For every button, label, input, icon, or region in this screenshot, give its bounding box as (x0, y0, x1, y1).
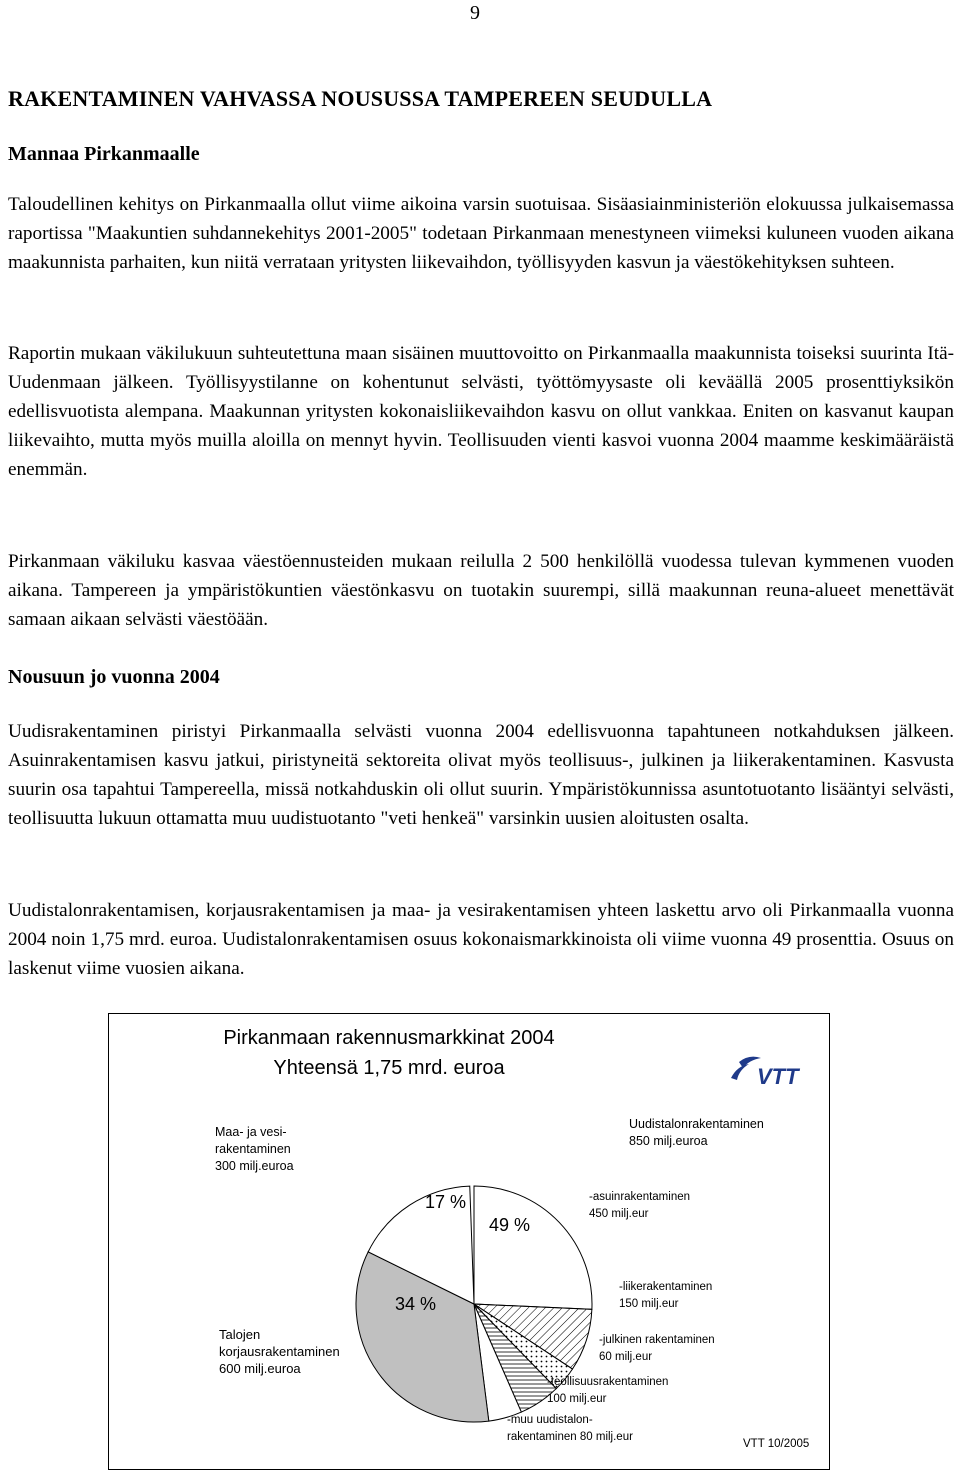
paragraph-2: Raportin mukaan väkilukuun suhteutettuna maan sisäinen muuttovoitto on Pirkanmaalla maakunnista toiseksi suurinta Itä-Uudenmaan jälkeen. Työllisyystilanne on kohentunut selvästi, työttömyysaste oli keväällä 2005 prosenttiyksikön edellisvuotista alempana. Maakunnan yritysten kokonaisliikevaihdon kasvu on ollut vankkaa. Eniten on kasvanut kaupan liikevaihto, mutta myös muilla aloilla on mennyt hyvin. Teollisuuden vienti kasvoi vuonna 2004 maamme keskimääräistä enemmän. (8, 343, 954, 480)
label-uudistalo: Uudistalonrakentaminen 850 milj.euroa (629, 1117, 764, 1148)
chart-title: Pirkanmaan rakennusmarkkinat 2004 (223, 1027, 555, 1049)
main-heading: RAKENTAMINEN VAHVASSA NOUSUSSA TAMPEREEN SEUDULLA (8, 86, 713, 111)
label-muu: -muu uudistalon- rakentaminen 80 milj.eur (507, 1414, 633, 1443)
paragraph-1: Taloudellinen kehitys on Pirkanmaalla ollut viime aikoina varsin suotuisaa. Sisäasiainministeriön elokuussa julkaisemassa raportissa "Maakuntien suhdannekehitys 2001-2005" todetaan Pirkanmaan menestyneen viimeksi kuluneen vuoden aikana maakunnista parhaiten, kun niitä verrataan yritysten liikevaihdon, työllisyyden kasvun ja väestökehityksen suhteen. (8, 194, 954, 273)
label-korjaus: Talojen korjausrakentaminen 600 milj.euroa (219, 1327, 340, 1376)
label-asuin: -asuinrakentaminen 450 milj.eur (589, 1191, 691, 1220)
label-liike: -liikerakentaminen 150 milj.eur (619, 1281, 713, 1310)
pct-maa-vesi: 17 % (425, 1192, 467, 1212)
subheading-nousuun: Nousuun jo vuonna 2004 (8, 666, 220, 688)
vtt-logo-text: VTT (757, 1064, 799, 1089)
paragraph-3: Pirkanmaan väkiluku kasvaa väestöennusteiden mukaan reilulla 2 500 henkilöllä vuodessa tulevan kymmenen vuoden aikana. Tampereen ja ympäristökuntien väestönkasvu on tuotakin suurempi, sillä maakunnan reuna-alueet menettävät samaan aikaan selvästi väestöään. (8, 551, 954, 630)
label-julkinen: -julkinen rakentaminen 60 milj.eur (599, 1334, 715, 1363)
pct-uudistalo: 49 % (489, 1215, 531, 1235)
chart-subtitle: Yhteensä 1,75 mrd. euroa (273, 1057, 505, 1079)
pie-slice-1 (474, 1186, 592, 1309)
pie-svg (109, 1014, 829, 1469)
pct-korjaus: 34 % (395, 1294, 437, 1314)
paragraph-5: Uudistalonrakentamisen, korjausrakentamisen ja maa- ja vesirakentamisen yhteen laskettu arvo oli Pirkanmaalla vuonna 2004 noin 1,75 mrd. euroa. Uudistalonrakentamisen osuus kokonaismarkkinoista oli viime vuonna 49 prosenttia. Osuus on laskenut viime vuosien aikana. (8, 900, 954, 979)
page-number: 9 (470, 2, 480, 24)
source-note: VTT 10/2005 (743, 1438, 810, 1450)
pie-chart-figure (108, 1013, 830, 1470)
subheading-mannaa: Mannaa Pirkanmaalle (8, 143, 200, 165)
paragraph-4: Uudisrakentaminen piristyi Pirkanmaalla selvästi vuonna 2004 edellisvuonna tapahtuneen notkahduksen jälkeen. Asuinrakentamisen kasvu jatkui, piristyneitä sektoreita olivat myös teollisuus-, julkinen ja liikerakentaminen. Kasvusta suurin osa tapahtui Tampereella, missä notkahduskin oli ollut suurin. Ympäristökunnissa asuntotuotanto lisääntyi selvästi, teollisuutta lukuun ottamatta muu uudistuotanto "veti henkeä" varsinkin uusien aloitusten osalta. (8, 721, 954, 829)
label-teollisuus: -teollisuusrakentaminen 100 milj.eur (547, 1376, 669, 1405)
label-maa-vesi: Maa- ja vesi- rakentaminen 300 milj.euroa (215, 1125, 294, 1173)
